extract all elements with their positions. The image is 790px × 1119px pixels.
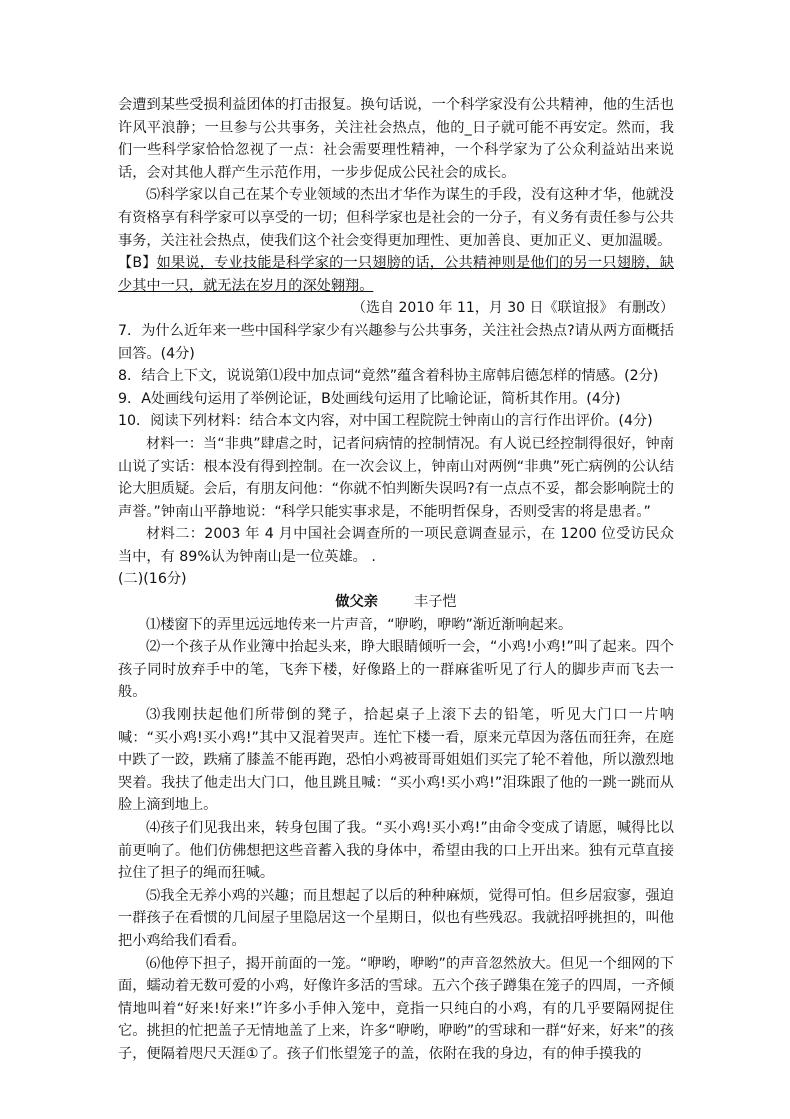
question-10: 10．阅读下列材料：结合本文内容，对中国工程院院士钟南山的言行作出评价。(4分) — [118, 413, 653, 430]
question-8: 8．结合上下文，说说第⑴段中加点词“竟然”蕴含着科协主席韩启德怎样的情感。(2分) — [118, 368, 659, 385]
essay-paragraph-2: ⑵一个孩子从作业簿中抬起头来，睁大眼睛倾听一会，“小鸡!小鸡!”叫了起来。四个孩子同时放弃手中的笔，飞奔下楼，好像路上的一群麻雀听见了行人的脚步声而飞去一般。 — [118, 639, 674, 701]
essay-title-text: 做父亲 — [335, 594, 378, 611]
underlined-sentence-b: 如果说，专业技能是科学家的一只翅膀的话，公共精神则是他们的另一只翅膀，缺少其中一只，就无法在岁月的深处翱翔。 — [118, 255, 674, 294]
article-sentence-b — [118, 252, 674, 297]
essay-paragraph-5: ⑸我全无养小鸡的兴趣；而且想起了以后的种种麻烦，觉得可怕。但乡居寂寥，强迫一群孩子在看惯的几间屋子里隐居这一个星期日，似也有些残忍。我就招呼挑担的，叫他把小鸡给我们看看。 — [118, 887, 674, 949]
essay-title — [118, 591, 674, 614]
essay-paragraph-6: ⑹他停下担子，揭开前面的一笼。“咿哟，咿哟”的声音忽然放大。但见一个细网的下面，蠕动着无数可爱的小鸡，好像许多活的雪球。五六个孩子蹲集在笼子的四周，一齐倾情地叫着“好来!好来!”许多小手伸入笼中，竟指一只纯白的小鸡，有的几乎要隔网捉住它。挑担的忙把盖子无情地盖了上来，许多“咿哟，咿哟”的雪球和一群“好来，好来”的孩子，便隔着咫尺天涯①了。孩子们怅望笼子的盖，依附在我的身边，有的伸手摸我的 — [118, 955, 674, 1062]
mark-b: 【B】 — [118, 255, 157, 272]
essay-paragraph-1: ⑴楼窗下的弄里远远地传来一片声音，“咿哟，咿哟”渐近渐响起来。 — [146, 616, 573, 633]
question-9: 9．A处画线句运用了举例论证，B处画线句运用了比喻论证，简析其作用。(4分) — [118, 390, 621, 407]
essay-paragraph-3: ⑶我刚扶起他们所带倒的凳子，拾起桌子上滚下去的铅笔，听见大门口一片呐喊：“买小鸡!买小鸡!”其中又混着哭声。连忙下楼一看，原来元草因为落伍而狂奔，在庭中跌了一跤，跌痛了膝盖不能再跑，恐怕小鸡被哥哥姐姐们买完了轮不着他，所以激烈地哭着。我扶了他走出大门口，他且跳且喊：“买小鸡!买小鸡!”泪珠跟了他的一跳一跳而从脸上滴到地上。 — [118, 707, 674, 814]
article-source: （选自 2010 年 11，月 30 日《联谊报》 有删改） — [352, 300, 674, 317]
material-2: 材料二：2003 年 4 月中国社会调查所的一项民意调查显示，在 1200 位受访民众当中，有 89%认为钟南山是一位英雄。 . — [118, 526, 674, 565]
article-paragraph-5: ⑸科学家以自己在某个专业领域的杰出才华作为谋生的手段，没有这种才华，他就没有资格享有科学家可以享受的一切；但科学家也是社会的一分子，有义务有责任参与公共事务，关注社会热点，使我们这个社会变得更加理性、更加善良、更加正义、更加温暖。 — [118, 187, 674, 249]
question-7: 7．为什么近年来一些中国科学家少有兴趣参与公共事务，关注社会热点?请从两方面概括回答。(4分) — [118, 322, 674, 362]
article-paragraph-4-end: 会遭到某些受损利益团体的打击报复。换句话说，一个科学家没有公共精神，他的生活也许风平浪静；一旦参与公共事务，关注社会热点，他的_日子就可能不再安定。然而，我们一些科学家恰恰忽视了一点：社会需要理性精神，一个科学家为了公众利益站出来说话，会对其他人群产生示范作用，一步步促成公民社会的成长。 — [118, 97, 674, 181]
material-1: 材料一：当“非典”肆虐之时，记者问病情的控制情况。有人说已经控制得很好，钟南山说了实话：根本没有得到控制。在一次会议上，钟南山对两例“非典”死亡病例的公认结论大胆质疑。会后，有朋友问他：“你就不怕判断失误吗?有一点点不妥，都会影响院士的声誉。”钟南山平静地说：“科学只能实事求是，不能明哲保身，否则受害的将是患者。” — [118, 435, 674, 520]
essay-author: 丰子恺 — [414, 594, 457, 611]
document-page — [118, 94, 674, 1066]
section-2-header: (二)(16分) — [118, 571, 187, 588]
essay-paragraph-4: ⑷孩子们见我出来，转身包围了我。“买小鸡!买小鸡!”由命令变成了请愿，喊得比以前更响了。他们仿佛想把这些音蓄入我的身体中，希望由我的口上开出来。独有元草直接拉住了担子的绳而狂喊。 — [118, 820, 674, 882]
